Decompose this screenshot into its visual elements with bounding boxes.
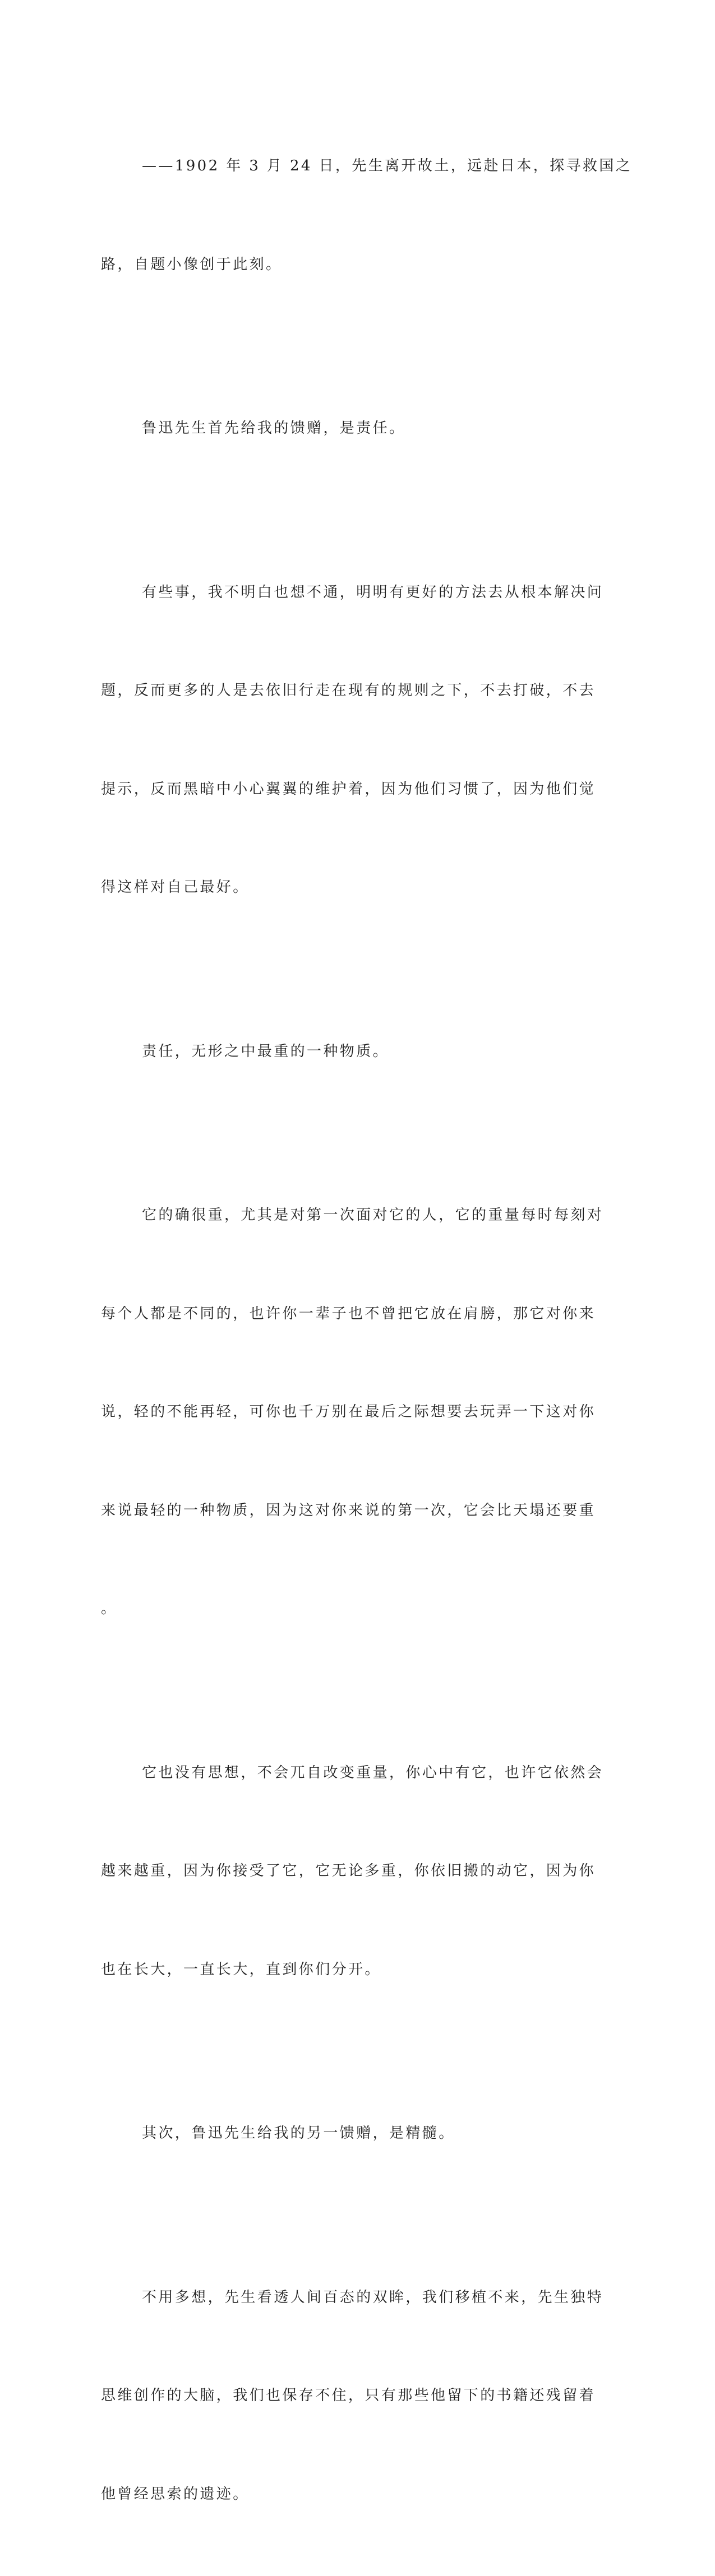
paragraph-8 xyxy=(101,2216,578,2576)
text-line: 题，反而更多的人是去依旧行走在现有的规则之下，不去打破，不去 xyxy=(101,674,578,707)
text-line: 它也没有思想，不会兀自改变重量，你心中有它，也许它依然会 xyxy=(101,1757,578,1790)
paragraph-2 xyxy=(101,346,578,511)
text-line: 来说最轻的一种物质，因为这对你来说的第一次，它会比天塌还要重 xyxy=(101,1494,578,1527)
text-line: 思维创作的大脑，我们也保存不住，只有那些他留下的书籍还残留着 xyxy=(101,2379,578,2412)
text-line: 不用多想，先生看透人间百态的双眸，我们移植不来，先生独特 xyxy=(101,2281,578,2314)
text-line: 鲁迅先生首先给我的馈赠，是责任。 xyxy=(101,412,578,445)
text-line: 。 xyxy=(101,1592,578,1625)
text-line: 说，轻的不能再轻，可你也千万别在最后之际想要去玩弄一下这对你 xyxy=(101,1396,578,1429)
text-line: 也在长大，一直长大，直到你们分开。 xyxy=(101,1953,578,1986)
paragraph-7 xyxy=(101,2051,578,2216)
text-line: 路，自题小像创于此刻。 xyxy=(101,248,578,281)
text-line: 他曾经思索的遗迹。 xyxy=(101,2478,578,2511)
paragraph-1 xyxy=(101,84,578,346)
document-page xyxy=(0,0,715,925)
text-line: 其次，鲁迅先生给我的另一馈赠，是精髓。 xyxy=(101,2117,578,2150)
text-line: 每个人都是不同的，也许你一辈子也不曾把它放在肩膀，那它对你来 xyxy=(101,1298,578,1331)
paragraph-6 xyxy=(101,1691,578,2052)
text-line: 越来越重，因为你接受了它，它无论多重，你依旧搬的动它，因为你 xyxy=(101,1855,578,1888)
document-body xyxy=(101,84,578,2576)
text-line: ——1902 年 3 月 24 日，先生离开故土，远赴日本，探寻救国之 xyxy=(101,150,578,183)
text-line: 有些事，我不明白也想不通，明明有更好的方法去从根本解决问 xyxy=(101,576,578,609)
text-line: 得这样对自己最好。 xyxy=(101,871,578,904)
text-line: 它的确很重，尤其是对第一次面对它的人，它的重量每时每刻对 xyxy=(101,1199,578,1232)
text-line: 提示，反而黑暗中小心翼翼的维护着，因为他们习惯了，因为他们觉 xyxy=(101,773,578,806)
paragraph-4 xyxy=(101,970,578,1134)
text-line: 责任，无形之中最重的一种物质。 xyxy=(101,1035,578,1068)
paragraph-5 xyxy=(101,1133,578,1691)
paragraph-3 xyxy=(101,511,578,970)
